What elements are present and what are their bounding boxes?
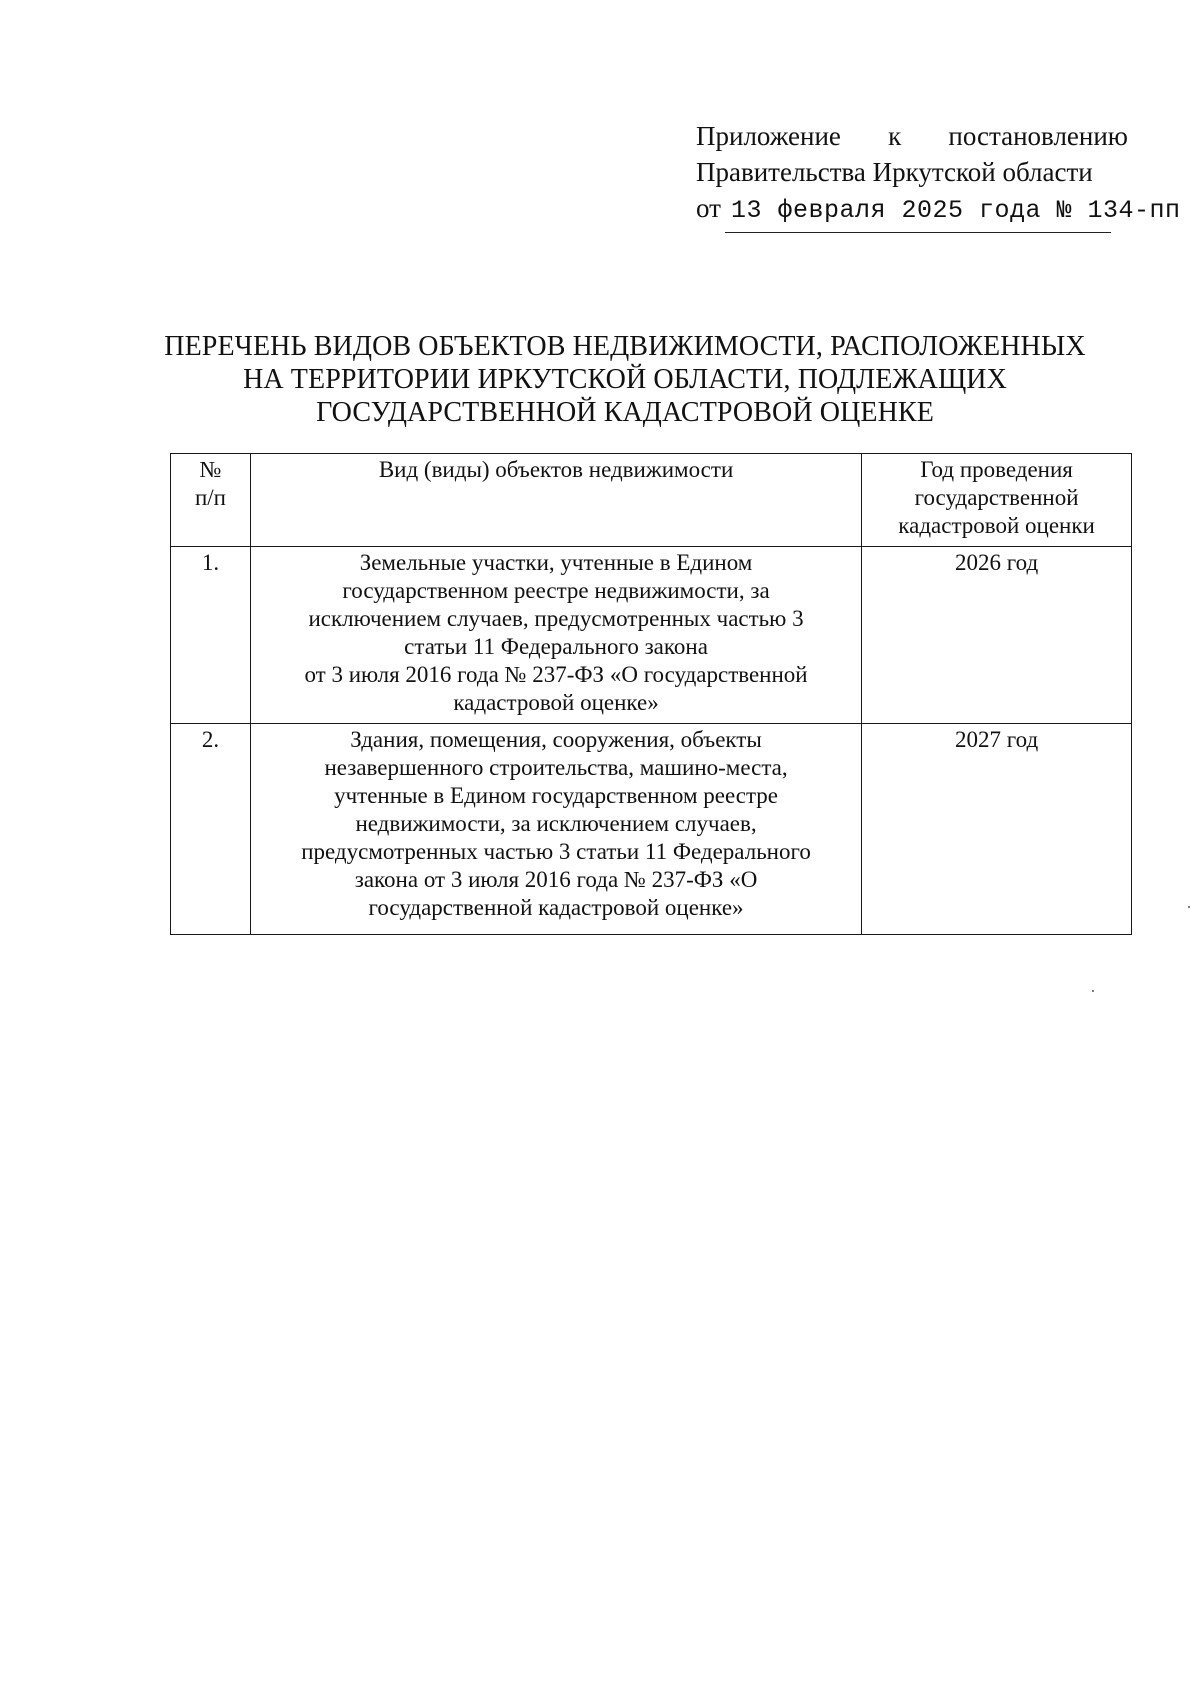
title-line: ПЕРЕЧЕНЬ ВИДОВ ОБЪЕКТОВ НЕДВИЖИМОСТИ, РАСПОЛОЖЕННЫХ bbox=[164, 331, 1086, 362]
header-year: Год проведения государственной кадастровой оценки bbox=[862, 454, 1132, 547]
appendix-line-1 bbox=[696, 118, 1128, 154]
scan-speck bbox=[1092, 990, 1094, 992]
title-line: ГОСУДАРСТВЕННОЙ КАДАСТРОВОЙ ОЦЕНКЕ bbox=[316, 397, 934, 428]
row-year: 2026 год bbox=[862, 547, 1132, 724]
appendix-word: к bbox=[888, 121, 902, 151]
appendix-word: постановлению bbox=[948, 121, 1128, 151]
header-number: № п/п bbox=[171, 454, 251, 547]
row-year: 2027 год bbox=[862, 724, 1132, 935]
scan-speck bbox=[1188, 906, 1190, 908]
table-row bbox=[171, 724, 1132, 935]
real-estate-types-table bbox=[170, 453, 1132, 935]
header-kind: Вид (виды) объектов недвижимости bbox=[250, 454, 861, 547]
appendix-line-2: Правительства Иркутской области bbox=[696, 157, 1093, 187]
table-header-row bbox=[171, 454, 1132, 547]
title-line: НА ТЕРРИТОРИИ ИРКУТСКОЙ ОБЛАСТИ, ПОДЛЕЖАЩИХ bbox=[243, 364, 1007, 395]
row-number: 2. bbox=[171, 724, 251, 935]
document-title bbox=[150, 330, 1100, 429]
resolution-date-number bbox=[731, 193, 1181, 229]
resolution-date-number-text: 13 февраля 2025 года № 134-пп bbox=[730, 196, 1181, 225]
appendix-line-3 bbox=[696, 190, 1181, 229]
date-underline bbox=[725, 232, 1111, 233]
row-kind: Земельные участки, учтенные в Едином государственном реестре недвижимости, за исключением случаев, предусмотренных частью 3 статьи 11 Федерального закона от 3 июля 2016 года № 237-ФЗ «О государственной кадастровой оценке» bbox=[250, 547, 861, 724]
table-row bbox=[171, 547, 1132, 724]
appendix-header bbox=[696, 118, 1181, 229]
appendix-word: Приложение bbox=[696, 121, 841, 151]
date-prefix: от bbox=[696, 193, 721, 223]
row-number: 1. bbox=[171, 547, 251, 724]
row-kind: Здания, помещения, сооружения, объекты незавершенного строительства, машино-места, учтенные в Едином государственном реестре недвижимости, за исключением случаев, предусмотренных частью 3 статьи 11 Федерального закона от 3 июля 2016 года № 237-ФЗ «О государственной кадастровой оценке» bbox=[250, 724, 861, 935]
